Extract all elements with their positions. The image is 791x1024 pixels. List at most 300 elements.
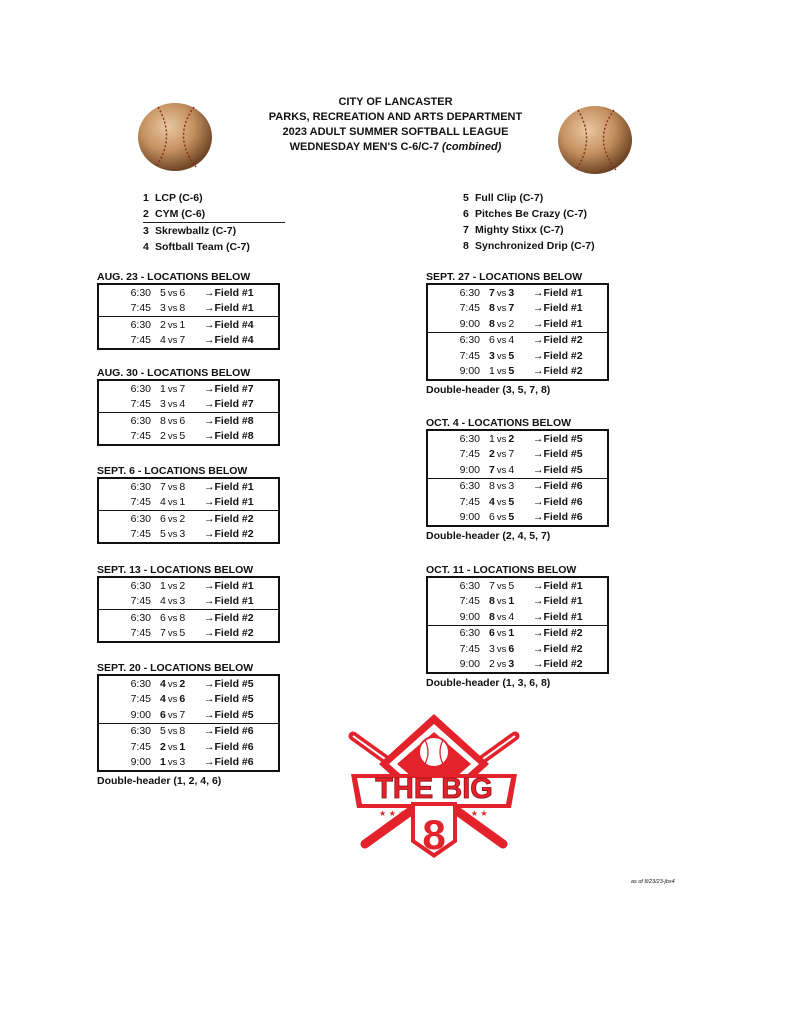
home-team-number: 2	[489, 448, 495, 461]
game-field: →Field #6	[533, 511, 583, 524]
game-field: →Field #2	[533, 625, 608, 641]
team-name: Mighty Stixx (C-7)	[475, 224, 564, 236]
away-team-number: 1	[508, 595, 515, 608]
double-header-note: Double-header (1, 3, 6, 8)	[426, 677, 551, 689]
team-number: 8	[463, 240, 469, 252]
away-team-number: 7	[508, 448, 515, 461]
game-field: →Field #1	[533, 579, 583, 592]
away-team-number: 7	[179, 334, 186, 347]
vs-label: vs	[496, 287, 507, 299]
team-number: 6	[463, 208, 469, 220]
away-team-number: 8	[179, 302, 186, 315]
game-matchup	[160, 675, 204, 692]
vs-label: vs	[167, 497, 178, 509]
away-team-number: 6	[179, 286, 186, 299]
home-team-number: 1	[489, 432, 495, 445]
game-field: →Field #8	[204, 430, 254, 443]
game-matchup	[160, 317, 204, 333]
double-header-note: Double-header (2, 4, 5, 7)	[426, 530, 551, 542]
game-matchup	[160, 397, 204, 413]
games-table	[97, 283, 280, 350]
vs-label: vs	[496, 318, 507, 330]
vs-label: vs	[167, 580, 178, 592]
home-team-number: 4	[160, 496, 166, 509]
home-team-number: 2	[160, 430, 166, 443]
game-matchup	[160, 478, 204, 495]
vs-label: vs	[167, 726, 178, 738]
home-team-number: 5	[160, 725, 166, 738]
game-field: →Field #2	[204, 627, 254, 640]
game-time: 6:30	[130, 480, 151, 493]
table-row	[427, 478, 608, 494]
home-team-number: 3	[489, 349, 495, 362]
game-time: 7:45	[459, 495, 480, 508]
home-team-number: 7	[160, 627, 166, 640]
vs-label: vs	[167, 287, 178, 299]
vs-label: vs	[167, 596, 178, 608]
game-field: →Field #8	[204, 413, 279, 429]
home-team-number: 4	[160, 595, 166, 608]
week-title: OCT. 11 - LOCATIONS BELOW	[426, 564, 577, 576]
game-field: →Field #5	[204, 708, 254, 721]
home-team-number: 8	[489, 317, 495, 330]
away-team-number: 7	[179, 382, 186, 395]
away-team-number: 5	[508, 349, 515, 362]
away-team-number: 2	[508, 432, 515, 445]
vs-label: vs	[496, 580, 507, 592]
team-name: Full Clip (C-7)	[475, 192, 544, 204]
away-team-number: 4	[508, 610, 515, 623]
table-row	[98, 333, 279, 350]
home-team-number: 8	[489, 595, 495, 608]
game-field: →Field #6	[204, 740, 254, 753]
star-icon: ★ ★ ★	[461, 809, 488, 818]
game-matchup	[489, 510, 533, 527]
away-team-number: 3	[179, 756, 186, 769]
away-team-number: 3	[179, 595, 186, 608]
vs-label: vs	[167, 513, 178, 525]
away-team-number: 4	[508, 463, 515, 476]
week-title: SEPT. 13 - LOCATIONS BELOW	[97, 564, 254, 576]
game-matchup	[160, 413, 204, 429]
table-row	[98, 739, 279, 755]
team-7	[463, 222, 595, 238]
game-field: →Field #1	[204, 302, 254, 315]
away-team-number: 1	[508, 627, 515, 640]
week-title: SEPT. 27 - LOCATIONS BELOW	[426, 271, 583, 283]
game-field: →Field #1	[204, 595, 254, 608]
vs-label: vs	[496, 596, 507, 608]
game-matchup	[489, 657, 533, 674]
game-matchup	[160, 527, 204, 544]
game-time: 9:00	[459, 463, 480, 476]
game-field: →Field #1	[533, 286, 583, 299]
game-field: →Field #2	[533, 658, 583, 671]
game-time: 7:45	[130, 595, 151, 608]
game-time: 6:30	[459, 286, 480, 299]
table-row	[98, 397, 279, 413]
game-matchup	[489, 577, 533, 594]
game-matchup	[160, 692, 204, 708]
vs-label: vs	[496, 449, 507, 461]
game-matchup	[489, 494, 533, 510]
revision-stamp: as of 8/23/23-jbs4	[631, 879, 675, 885]
game-time: 7:45	[459, 642, 480, 655]
vs-label: vs	[496, 512, 507, 524]
vs-label: vs	[496, 464, 507, 476]
home-team-number: 5	[160, 528, 166, 541]
header-city: CITY OF LANCASTER	[338, 96, 453, 108]
game-time: 6:30	[98, 317, 160, 333]
vs-label: vs	[167, 303, 178, 315]
vs-label: vs	[167, 529, 178, 541]
game-field: →Field #6	[533, 495, 583, 508]
game-matchup	[489, 284, 533, 301]
double-header-note: Double-header (3, 5, 7, 8)	[426, 384, 551, 396]
table-row	[427, 364, 608, 381]
team-number: 3	[143, 225, 149, 237]
game-matchup	[160, 594, 204, 610]
vs-label: vs	[496, 335, 507, 347]
vs-label: vs	[167, 399, 178, 411]
away-team-number: 1	[179, 496, 186, 509]
game-field: →Field #5	[533, 448, 583, 461]
game-time: 6:30	[130, 382, 151, 395]
home-team-number: 4	[160, 334, 166, 347]
game-time: 7:45	[459, 595, 480, 608]
game-field: →Field #2	[533, 349, 583, 362]
game-matchup	[160, 429, 204, 446]
game-field: →Field #1	[533, 302, 583, 315]
team-name: CYM (C-6)	[155, 208, 206, 220]
game-time: 7:45	[130, 528, 151, 541]
week-title: AUG. 23 - LOCATIONS BELOW	[97, 271, 251, 283]
vs-label: vs	[496, 433, 507, 445]
header-league: 2023 ADULT SUMMER SOFTBALL LEAGUE	[282, 126, 509, 138]
table-row	[98, 511, 279, 527]
away-team-number: 5	[508, 579, 515, 592]
table-row	[427, 657, 608, 674]
game-field: →Field #4	[204, 317, 279, 333]
home-team-number: 7	[160, 480, 166, 493]
game-field: →Field #5	[204, 693, 254, 706]
table-row	[427, 577, 608, 594]
teams-list-right	[463, 190, 595, 254]
game-time: 7:45	[130, 693, 151, 706]
double-header-note: Double-header (1, 2, 4, 6)	[97, 775, 222, 787]
away-team-number: 7	[508, 302, 515, 315]
game-field: →Field #6	[204, 756, 254, 769]
game-time: 6:30	[130, 677, 151, 690]
table-row	[427, 462, 608, 478]
game-time: 6:30	[459, 432, 480, 445]
vs-label: vs	[167, 757, 178, 769]
game-matchup	[489, 462, 533, 478]
game-time: 7:45	[130, 398, 151, 411]
game-field: →Field #1	[204, 579, 254, 592]
week-title: SEPT. 20 - LOCATIONS BELOW	[97, 662, 254, 674]
away-team-number: 4	[179, 398, 186, 411]
team-number: 7	[463, 224, 469, 236]
game-matchup	[489, 625, 533, 641]
game-time: 9:00	[130, 756, 151, 769]
table-row	[98, 675, 279, 692]
week-sept-6	[97, 465, 280, 544]
home-team-number: 6	[489, 511, 495, 524]
game-field: →Field #5	[533, 463, 583, 476]
game-field: →Field #1	[533, 595, 583, 608]
vs-label: vs	[167, 628, 178, 640]
game-field: →Field #2	[204, 528, 254, 541]
table-row	[98, 317, 279, 333]
game-matchup	[489, 430, 533, 447]
game-matchup	[160, 755, 204, 772]
home-team-number: 6	[160, 708, 166, 721]
game-matchup	[160, 739, 204, 755]
home-team-number: 6	[160, 611, 166, 624]
team-2	[143, 206, 285, 223]
game-matchup	[160, 284, 204, 301]
logo-number: 8	[422, 811, 446, 858]
game-matchup	[160, 707, 204, 723]
away-team-number: 8	[179, 480, 186, 493]
away-team-number: 1	[179, 740, 186, 753]
game-time: 6:30	[98, 723, 160, 739]
teams-list-left	[143, 190, 285, 255]
game-time: 7:45	[459, 302, 480, 315]
game-field: →Field #7	[204, 382, 254, 395]
home-team-number: 6	[489, 334, 495, 347]
game-time: 6:30	[98, 413, 160, 429]
game-matchup	[489, 594, 533, 610]
team-number: 5	[463, 192, 469, 204]
away-team-number: 5	[508, 495, 515, 508]
home-team-number: 8	[489, 480, 495, 493]
table-row	[98, 495, 279, 511]
table-row	[427, 430, 608, 447]
logo-title: THE BIG	[375, 773, 493, 805]
game-matchup	[160, 626, 204, 643]
home-team-number: 1	[160, 382, 166, 395]
game-field: →Field #5	[533, 432, 583, 445]
away-team-number: 2	[179, 579, 186, 592]
game-time: 9:00	[459, 658, 480, 671]
team-8	[463, 238, 595, 254]
away-team-number: 3	[508, 480, 515, 493]
week-sept-27	[426, 271, 609, 396]
game-matchup	[489, 301, 533, 317]
table-row	[98, 527, 279, 544]
away-team-number: 2	[508, 317, 515, 330]
home-team-number: 8	[489, 610, 495, 623]
game-time: 7:45	[130, 627, 151, 640]
game-field: →Field #1	[204, 286, 254, 299]
game-matchup	[489, 348, 533, 364]
away-team-number: 5	[508, 511, 515, 524]
table-row	[98, 478, 279, 495]
game-time: 6:30	[427, 332, 489, 348]
home-team-number: 2	[160, 318, 166, 331]
table-row	[427, 641, 608, 657]
home-team-number: 7	[489, 463, 495, 476]
week-aug-30	[97, 367, 280, 446]
game-time: 9:00	[459, 365, 480, 378]
table-row	[427, 510, 608, 527]
week-oct-11	[426, 564, 609, 689]
game-matchup	[160, 495, 204, 511]
week-title: SEPT. 6 - LOCATIONS BELOW	[97, 465, 248, 477]
games-table	[426, 576, 609, 674]
table-row	[427, 494, 608, 510]
table-row	[98, 301, 279, 317]
table-row	[98, 284, 279, 301]
star-icon: ★ ★ ★	[379, 809, 406, 818]
vs-label: vs	[167, 678, 178, 690]
big-8-logo	[339, 712, 529, 867]
table-row	[427, 609, 608, 625]
game-matchup	[160, 610, 204, 626]
game-field: →Field #1	[533, 610, 583, 623]
home-team-number: 4	[160, 677, 166, 690]
home-team-number: 4	[489, 495, 495, 508]
home-team-number: 1	[489, 365, 495, 378]
away-team-number: 6	[179, 693, 186, 706]
game-time: 7:45	[130, 302, 151, 315]
game-time: 7:45	[459, 448, 480, 461]
vs-label: vs	[167, 431, 178, 443]
home-team-number: 4	[160, 693, 166, 706]
week-oct-4	[426, 417, 609, 542]
home-team-number: 8	[489, 302, 495, 315]
vs-label: vs	[496, 611, 507, 623]
game-matchup	[489, 332, 533, 348]
header-division-text: WEDNESDAY MEN'S C-6/C-7	[289, 141, 443, 153]
team-5	[463, 190, 595, 206]
away-team-number: 2	[179, 677, 186, 690]
home-team-number: 6	[160, 512, 166, 525]
game-matchup	[489, 316, 533, 332]
game-matchup	[160, 511, 204, 527]
game-time: 6:30	[130, 579, 151, 592]
game-time: 9:00	[459, 317, 480, 330]
table-row	[427, 625, 608, 641]
home-team-number: 8	[160, 414, 166, 427]
away-team-number: 1	[179, 318, 186, 331]
game-time: 7:45	[130, 430, 151, 443]
away-team-number: 6	[179, 414, 186, 427]
team-number: 4	[143, 241, 149, 253]
vs-label: vs	[496, 628, 507, 640]
table-row	[98, 692, 279, 708]
vs-label: vs	[496, 659, 507, 671]
home-team-number: 2	[489, 658, 495, 671]
home-team-number: 7	[489, 579, 495, 592]
games-table	[426, 283, 609, 381]
team-name: Pitches Be Crazy (C-7)	[475, 208, 588, 220]
team-number: 1	[143, 192, 149, 204]
table-row	[427, 301, 608, 317]
vs-label: vs	[167, 741, 178, 753]
team-6	[463, 206, 595, 222]
table-row	[427, 348, 608, 364]
game-matchup	[160, 577, 204, 594]
game-matchup	[160, 301, 204, 317]
team-name: LCP (C-6)	[155, 192, 203, 204]
games-table	[97, 674, 280, 772]
table-row	[98, 577, 279, 594]
vs-label: vs	[496, 366, 507, 378]
game-matchup	[160, 723, 204, 739]
game-field: →Field #5	[204, 677, 254, 690]
header-division	[200, 140, 591, 155]
game-field: →Field #2	[204, 511, 279, 527]
table-row	[427, 332, 608, 348]
home-team-number: 3	[160, 398, 166, 411]
home-team-number: 7	[489, 286, 495, 299]
vs-label: vs	[167, 709, 178, 721]
table-row	[427, 594, 608, 610]
away-team-number: 6	[508, 642, 515, 655]
away-team-number: 8	[179, 611, 186, 624]
game-matchup	[489, 609, 533, 625]
team-4	[143, 239, 285, 255]
home-team-number: 1	[160, 756, 166, 769]
game-time: 6:30	[427, 625, 489, 641]
vs-label: vs	[496, 350, 507, 362]
game-time: 9:00	[459, 610, 480, 623]
week-title: OCT. 4 - LOCATIONS BELOW	[426, 417, 572, 429]
game-matchup	[489, 447, 533, 463]
vs-label: vs	[496, 481, 507, 493]
away-team-number: 4	[508, 334, 515, 347]
header-department: PARKS, RECREATION AND ARTS DEPARTMENT	[268, 111, 523, 123]
header-combined: (combined)	[442, 141, 502, 153]
week-sept-13	[97, 564, 280, 643]
games-table	[97, 576, 280, 643]
week-title: AUG. 30 - LOCATIONS BELOW	[97, 367, 251, 379]
game-time: 6:30	[98, 610, 160, 626]
page-header	[200, 95, 591, 155]
vs-label: vs	[167, 694, 178, 706]
game-time: 6:30	[427, 478, 489, 494]
week-sept-20	[97, 662, 280, 787]
table-row	[98, 413, 279, 429]
game-time: 9:00	[459, 511, 480, 524]
vs-label: vs	[496, 643, 507, 655]
table-row	[427, 284, 608, 301]
game-field: →Field #7	[204, 398, 254, 411]
game-field: →Field #2	[533, 642, 583, 655]
table-row	[98, 594, 279, 610]
team-3	[143, 223, 285, 239]
team-name: Softball Team (C-7)	[155, 241, 250, 253]
game-matchup	[489, 364, 533, 381]
table-row	[98, 707, 279, 723]
games-table	[426, 429, 609, 527]
team-number: 2	[143, 208, 149, 220]
week-aug-23	[97, 271, 280, 350]
game-field: →Field #2	[533, 365, 583, 378]
game-time: 7:45	[130, 496, 151, 509]
vs-label: vs	[167, 612, 178, 624]
game-time: 6:30	[130, 286, 151, 299]
vs-label: vs	[167, 319, 178, 331]
away-team-number: 8	[179, 725, 186, 738]
away-team-number: 5	[179, 627, 186, 640]
table-row	[427, 316, 608, 332]
game-field: →Field #1	[533, 317, 583, 330]
games-table	[97, 477, 280, 544]
